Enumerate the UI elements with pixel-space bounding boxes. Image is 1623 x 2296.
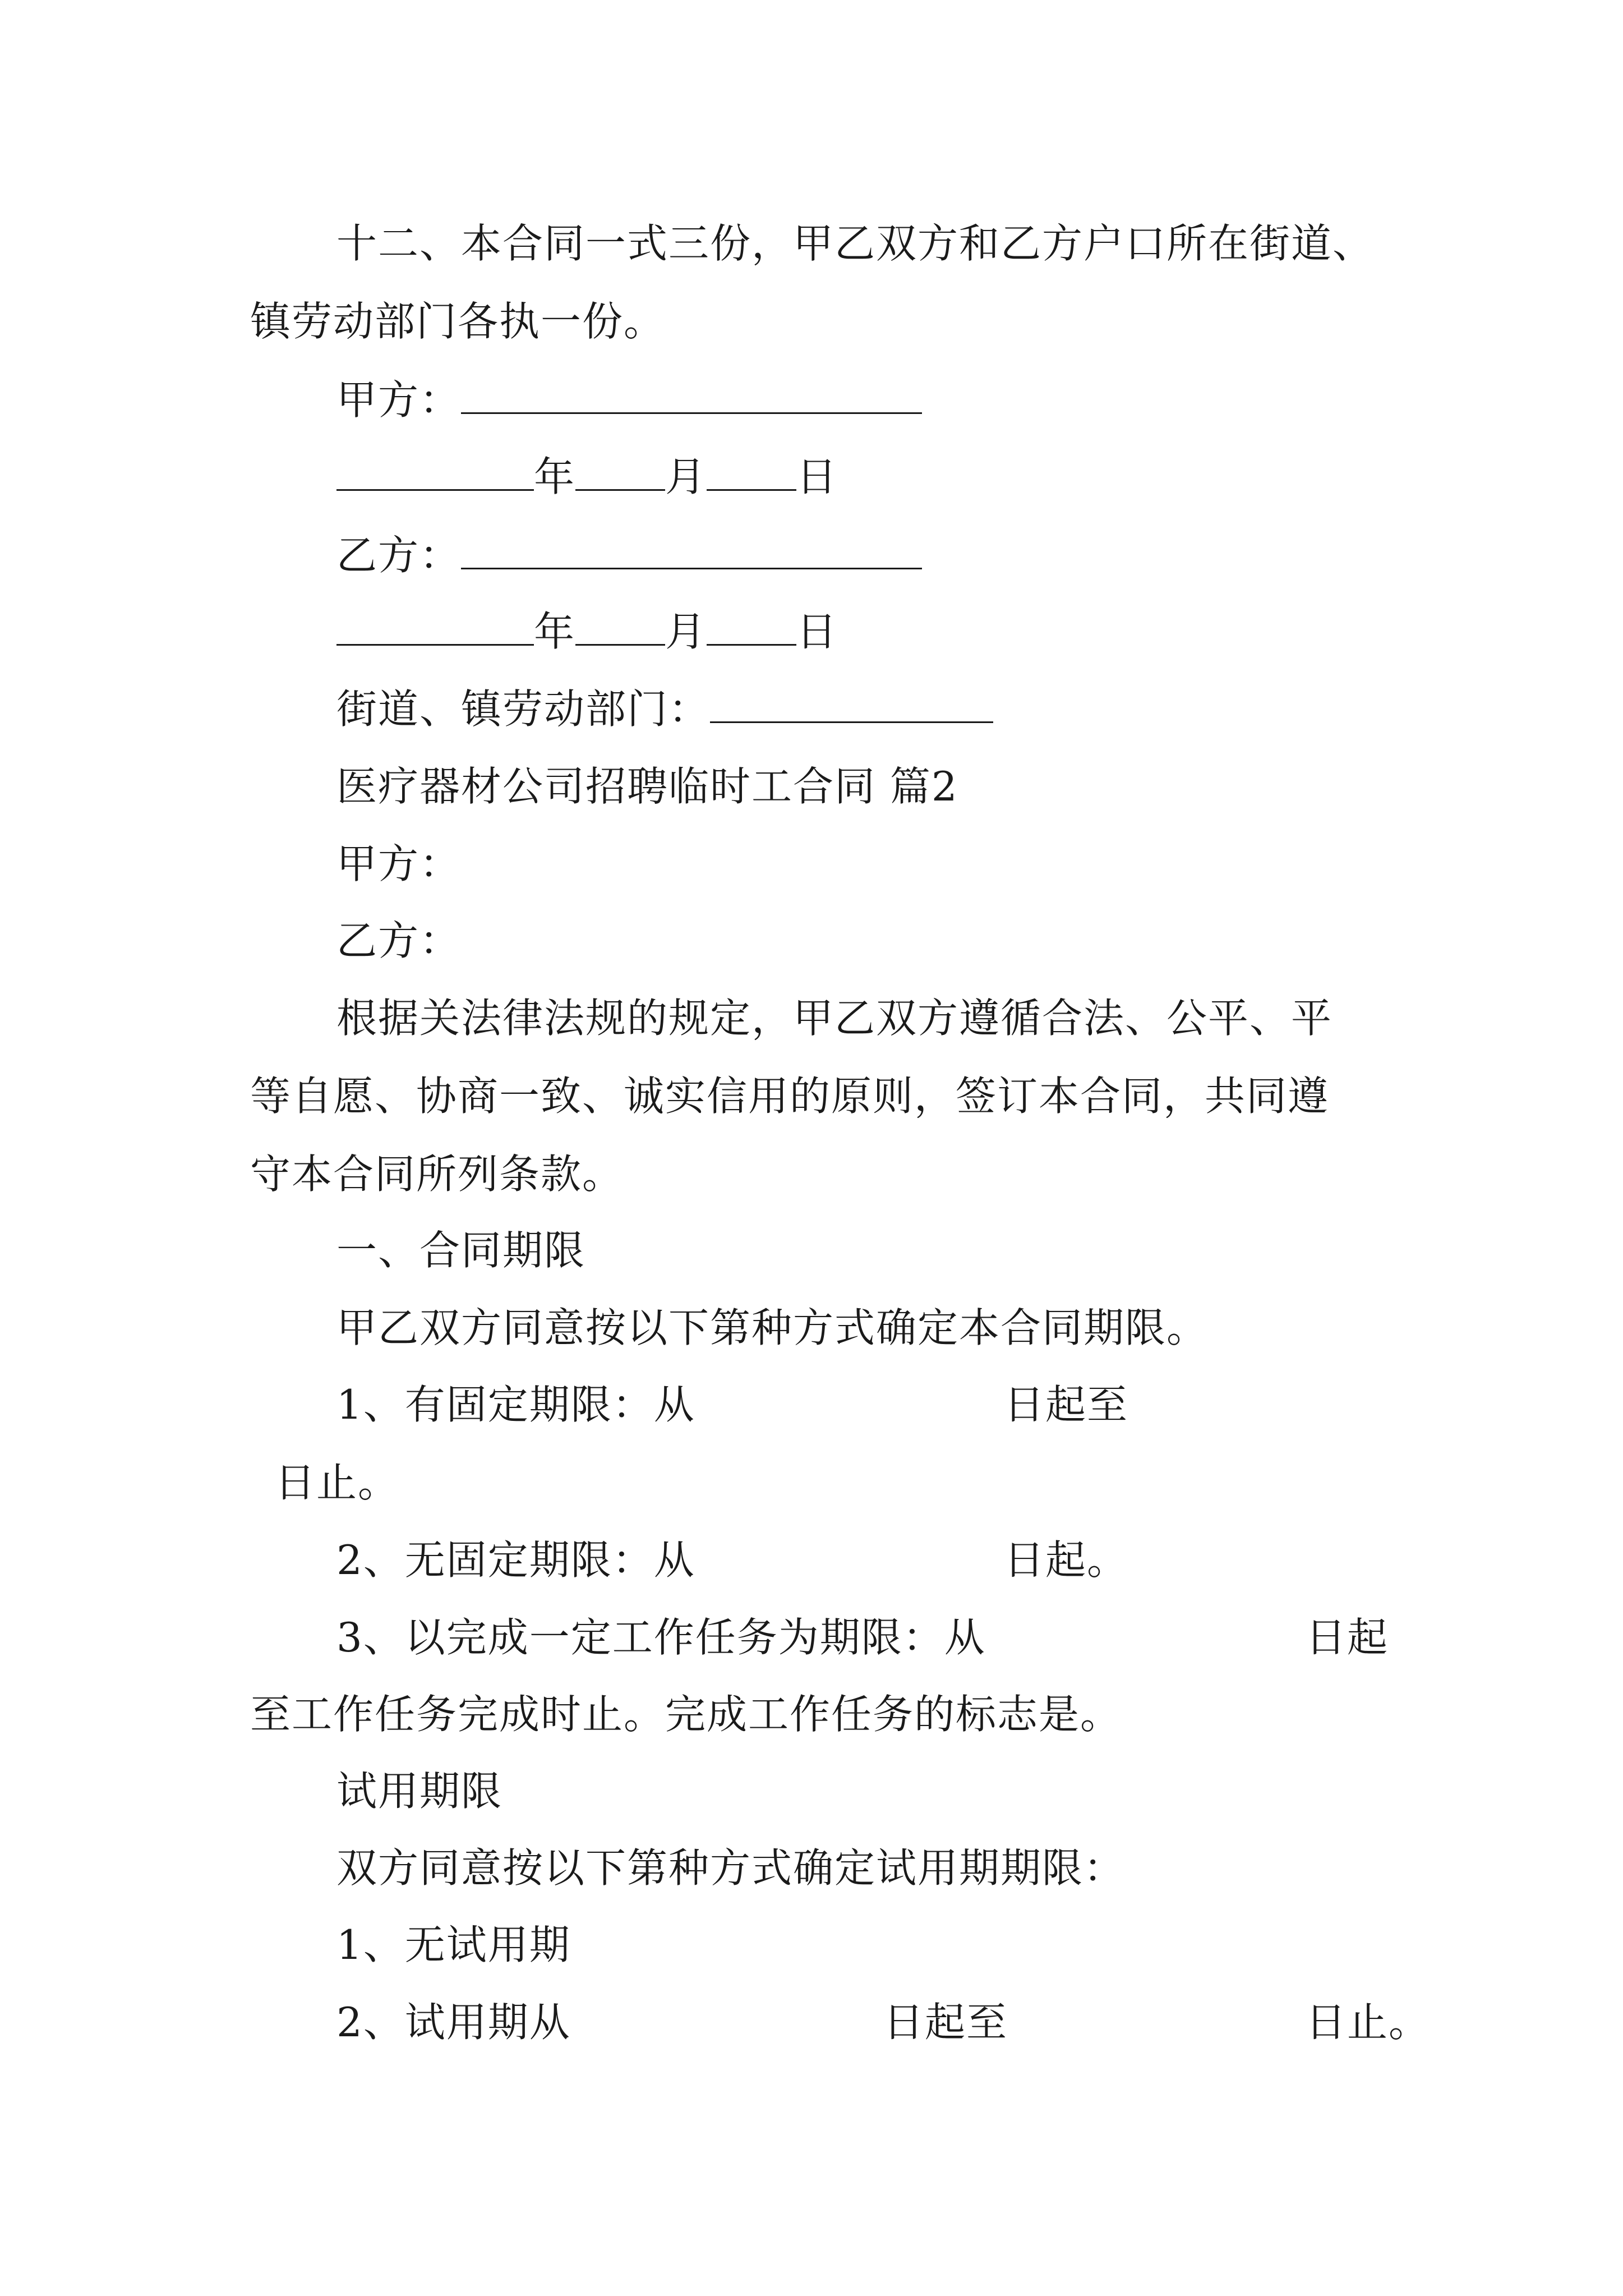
- month-label: 月: [665, 453, 707, 500]
- fixed-term-line-1a: 1、有固定期限：从: [336, 1381, 695, 1428]
- labor-dept-blank: [710, 689, 993, 723]
- party-b-signature-line: [336, 532, 922, 579]
- day-label: 日: [796, 608, 838, 655]
- party-a-line: 甲方：: [336, 840, 462, 887]
- party-b-blank: [461, 535, 922, 569]
- probation-period-a: 2、试用期从: [336, 1999, 571, 2046]
- month-blank: [575, 611, 665, 646]
- party-a-signature-line: [336, 376, 922, 424]
- party-b-label: 乙方：: [336, 532, 462, 579]
- clause-twelve-line-1: 十二、本合同一式三份，甲乙双方和乙方户口所在街道、: [336, 220, 1375, 267]
- fixed-term-line-2: 日止。: [275, 1459, 400, 1506]
- open-term-line-b: 日起。: [1004, 1536, 1129, 1584]
- party-a-date-line: [336, 453, 838, 500]
- year-label: 年: [534, 608, 576, 655]
- open-term-line-a: 2、无固定期限：从: [336, 1536, 695, 1584]
- preamble-line-2: 等自愿、协商一致、诚实信用的原则，签订本合同，共同遵: [250, 1073, 1330, 1120]
- day-blank: [707, 457, 796, 491]
- heading-contract-term: 一、合同期限: [336, 1227, 586, 1274]
- day-label: 日: [796, 453, 838, 500]
- task-term-line-1a: 3、以完成一定工作任务为期限：从: [336, 1614, 986, 1661]
- task-term-line-2: 至工作任务完成时止。完成工作任务的标志是。: [250, 1691, 1122, 1738]
- party-b-date-line: [336, 608, 838, 655]
- preamble-line-3: 守本合同所列条款。: [250, 1151, 624, 1198]
- labor-dept-signature-line: [336, 685, 993, 733]
- month-blank: [575, 457, 665, 491]
- party-b-line: 乙方：: [336, 917, 462, 964]
- clause-twelve-line-2: 镇劳动部门各执一份。: [250, 298, 666, 345]
- no-probation-line: 1、无试用期: [336, 1921, 571, 1968]
- day-blank: [707, 611, 796, 646]
- heading-probation: 试用期限: [336, 1768, 503, 1815]
- party-a-label: 甲方：: [336, 376, 462, 424]
- party-a-blank: [461, 380, 922, 414]
- year-label: 年: [534, 453, 576, 500]
- fixed-term-line-1b: 日起至: [1004, 1381, 1129, 1428]
- section-title: 医疗器材公司招聘临时工合同 篇2: [336, 763, 958, 810]
- year-blank: [336, 457, 534, 491]
- preamble-line-1: 根据关法律法规的规定，甲乙双方遵循合法、公平、平: [336, 995, 1333, 1042]
- probation-period-b: 日起至: [883, 1999, 1008, 2046]
- contract-term-intro: 甲乙双方同意按以下第种方式确定本合同期限。: [336, 1304, 1209, 1351]
- year-blank: [336, 611, 534, 646]
- probation-intro: 双方同意按以下第种方式确定试用期期限：: [336, 1844, 1126, 1892]
- labor-dept-label: 街道、镇劳动部门：: [336, 685, 711, 733]
- month-label: 月: [665, 608, 707, 655]
- task-term-line-1b: 日起: [1306, 1614, 1389, 1661]
- probation-period-c: 日止。: [1306, 1999, 1431, 2046]
